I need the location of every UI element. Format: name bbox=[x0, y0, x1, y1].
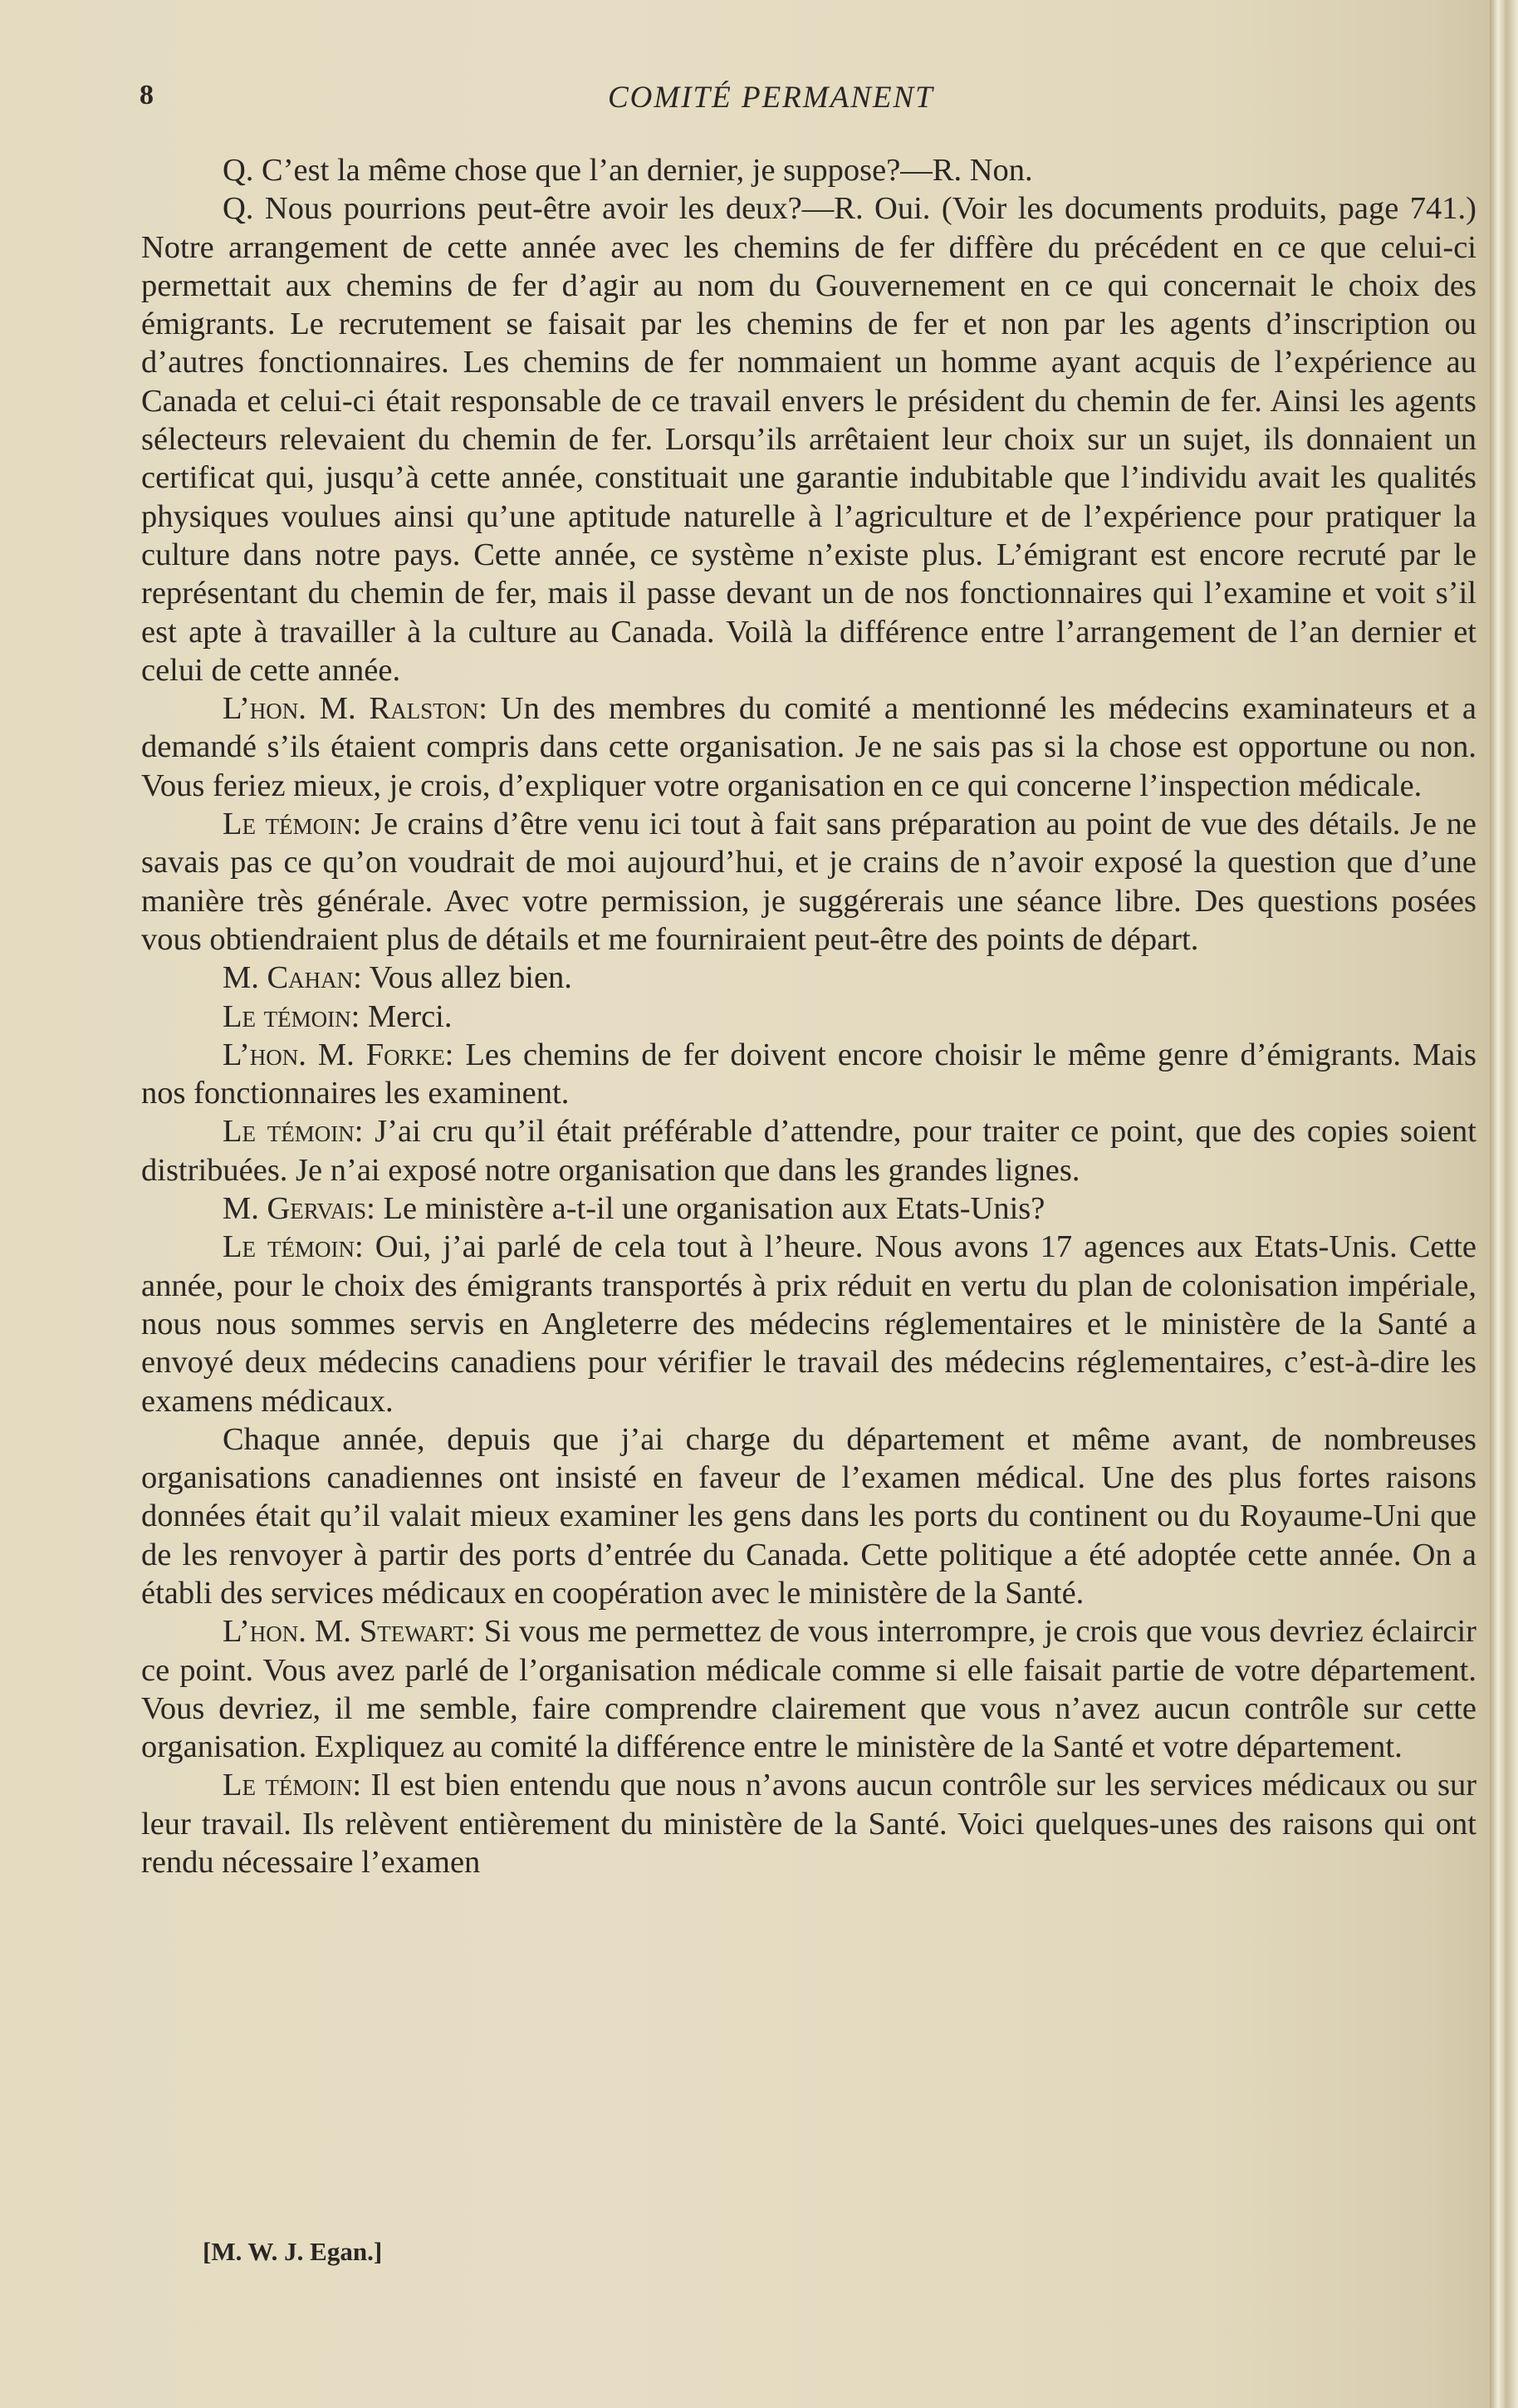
paragraph bbox=[141, 1766, 1476, 1881]
running-title: COMITÉ PERMANENT bbox=[608, 81, 934, 115]
paragraph bbox=[141, 1228, 1476, 1420]
page-number: 8 bbox=[140, 80, 154, 110]
paragraph-text: Vous allez bien. bbox=[361, 960, 572, 996]
paragraph bbox=[141, 1612, 1476, 1766]
speaker-label: Le témoin: bbox=[223, 1768, 362, 1803]
paragraph-text: Chaque année, depuis que j’ai charge du département et même avant, de nombreuses organisations canadiennes ont insisté en faveur de l’examen médical. Une des plus fortes raisons données était qu’il valait mieux examiner les gens dans les ports du continent ou du Royaume-Uni que de les renvoyer à partir des ports d’entrée du Canada. Cette politique a été adoptée cette année. On a établi des services médicaux en coopération avec le ministère de la Santé. bbox=[141, 1421, 1476, 1611]
paragraph-text: Le ministère a-t-il une organisation aux Etats-Unis? bbox=[375, 1191, 1045, 1227]
speaker-label: L’hon. M. Ralston: bbox=[223, 691, 487, 727]
paragraph bbox=[141, 1189, 1476, 1228]
speaker-label: Le témoin: bbox=[223, 1114, 364, 1150]
speaker-label: Le témoin: bbox=[223, 1229, 364, 1265]
paragraph-text: J’ai cru qu’il était préférable d’attendre, pour traiter ce point, que des copies soient distribuées. Je n’ai exposé notre organisation que dans les grandes lignes. bbox=[141, 1114, 1476, 1188]
paragraph bbox=[141, 689, 1476, 805]
paragraph-text: Q. Nous pourrions peut-être avoir les deux?—R. Oui. (Voir les documents produits, page 741.) Notre arrangement de cette année avec les chemins de fer diffère du précédent en ce que celui-ci permettait aux chemins de fer d’agir au nom du Gouvernement en ce qui concernait le choix des émigrants. Le recrutement se faisait par les chemins de fer et non par les agents d’inscription ou d’autres fonctionnaires. Les chemins de fer nommaient un homme ayant acquis de l’expérience au Canada et celui-ci était responsable de ce travail envers le président du chemin de fer. Ainsi les agents sélecteurs relevaient du chemin de fer. Lorsqu’ils arrêtaient leur choix sur un sujet, ils donnaient un certificat qui, jusqu’à cette année, constituait une garantie indubitable que l’individu avait les qualités physiques voulues ainsi qu’une aptitude naturelle à l’agriculture et de l’expérience pour pratiquer la culture dans notre pays. Cette année, ce système n’existe plus. L’émigrant est encore recruté par le représentant du chemin de fer, mais il passe devant un de nos fonctionnaires qui l’examine et voit s’il est apte à travailler à la culture au Canada. Voilà la différence entre l’arrangement de l’an dernier et celui de cette année. bbox=[141, 191, 1476, 688]
paragraph bbox=[141, 1036, 1476, 1113]
paragraph bbox=[141, 805, 1476, 959]
page-gutter-edge bbox=[1490, 0, 1518, 2408]
paragraph bbox=[141, 189, 1476, 689]
speaker-label: Le témoin: bbox=[223, 998, 360, 1034]
paragraph-text: Je crains d’être venu ici tout à fait sans préparation au point de vue des détails. Je ne savais pas ce qu’on voudrait de moi aujourd’hui, et je crains de n’avoir exposé la question que d’une manière très générale. Avec votre permission, je suggérerais une séance libre. Des questions posées vous obtiendraient plus de détails et me fourniraient peut-être des points de départ. bbox=[141, 807, 1477, 957]
transcript-body bbox=[141, 151, 1476, 1881]
speaker-label: L’hon. M. Stewart: bbox=[223, 1614, 476, 1650]
speaker-label: Le témoin: bbox=[223, 807, 362, 842]
paragraph bbox=[141, 998, 1476, 1036]
speaker-label: L’hon. M. Forke: bbox=[223, 1037, 454, 1072]
paragraph-text: Les chemins de fer doivent encore choisir le même genre d’émigrants. Mais nos fonctionnaires les examinent. bbox=[141, 1037, 1476, 1111]
paragraph-text: Merci. bbox=[360, 998, 453, 1034]
paragraph bbox=[141, 959, 1476, 997]
paragraph-text: Un des membres du comité a mentionné les médecins examinateurs et a demandé s’ils étaient compris dans cette organisation. Je ne sais pas si la chose est opportune ou non. Vous feriez mieux, je crois, d’expliquer votre organisation en ce qui concerne l’inspection médicale. bbox=[141, 691, 1476, 803]
paragraph-text: Il est bien entendu que nous n’avons aucun contrôle sur les services médicaux ou sur leur travail. Ils relèvent entièrement du ministère de la Santé. Voici quelques-unes des raisons qui ont rendu nécessaire l’examen bbox=[141, 1768, 1477, 1881]
paragraph bbox=[141, 151, 1476, 189]
paragraph-text: Si vous me permettez de vous interrompre, je crois que vous devriez éclaircir ce point. Vous avez parlé de l’organisation médicale comme si elle faisait partie de votre département. Vous devriez, il me semble, faire comprendre clairement que vous n’avez aucun contrôle sur cette organisation. Expliquez au comité la différence entre le ministère de la Santé et votre département. bbox=[141, 1614, 1477, 1765]
paragraph bbox=[141, 1112, 1476, 1189]
speaker-label: M. Gervais: bbox=[223, 1191, 375, 1227]
paragraph-text: Q. C’est la même chose que l’an dernier, je suppose?—R. Non. bbox=[223, 153, 1033, 188]
speaker-label: M. Cahan: bbox=[223, 960, 362, 996]
page-header bbox=[140, 80, 1468, 126]
paragraph-text: Oui, j’ai parlé de cela tout à l’heure. Nous avons 17 agences aux Etats-Unis. Cette année, pour le choix des émigrants transportés à prix réduit en vertu du plan de colonisation impériale, nous nous sommes servis en Angleterre des médecins réglementaires et le ministère de la Santé a envoyé deux médecins canadiens pour vérifier le travail des médecins réglementaires, c’est-à-dire les examens médicaux. bbox=[141, 1229, 1477, 1419]
paragraph bbox=[141, 1420, 1476, 1612]
speaker-footer-mark: [M. W. J. Egan.] bbox=[203, 2237, 383, 2266]
